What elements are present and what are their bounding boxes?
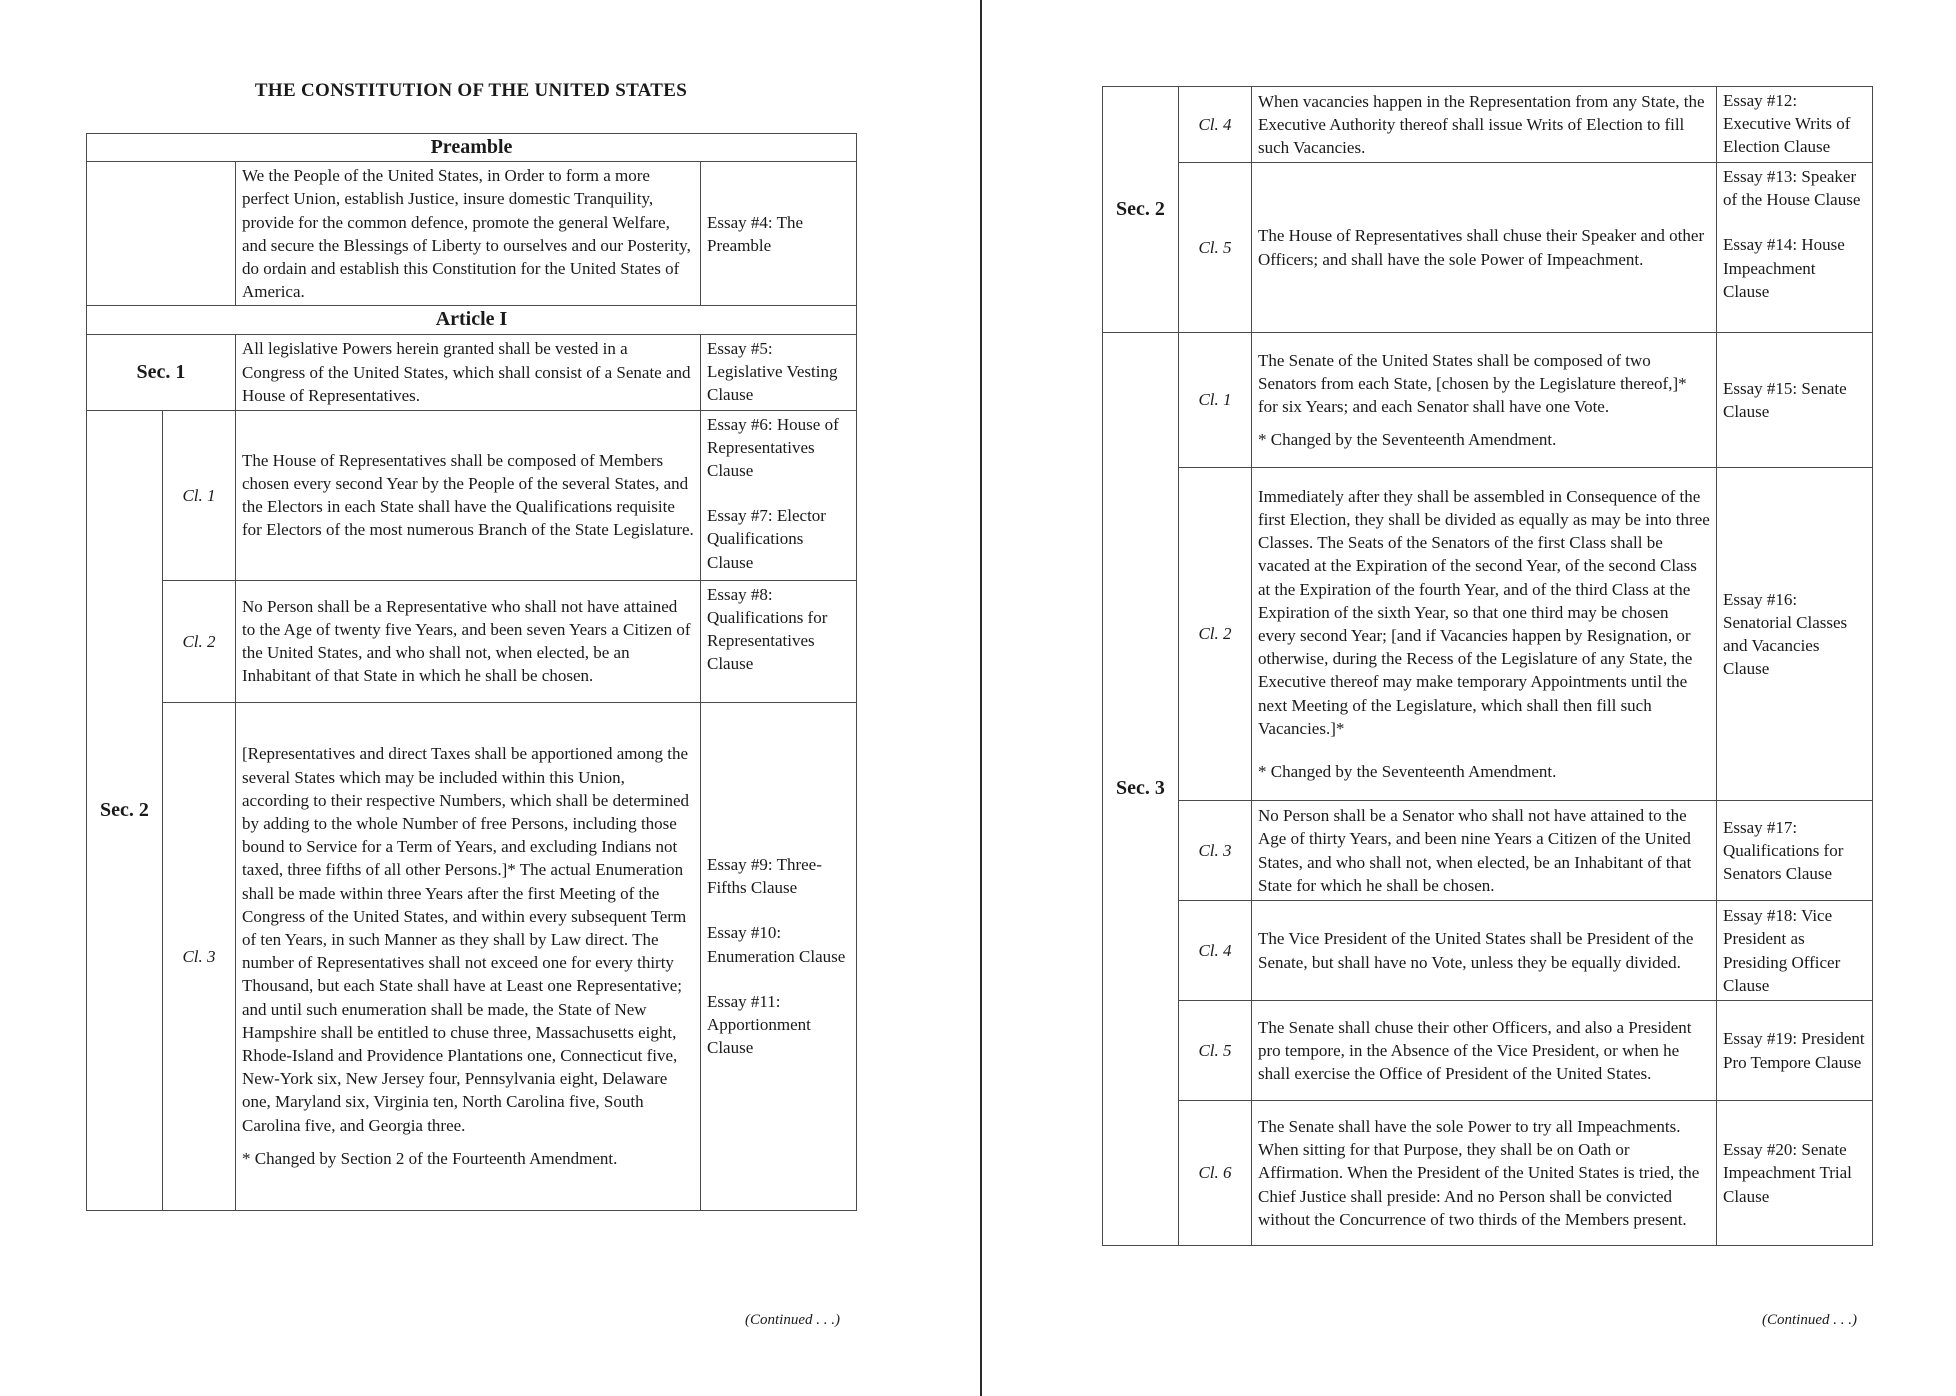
sec-2-cl-5-text: The House of Representatives shall chuse their Speaker and other Officers; and shall have the sole Power of Impeachment. [1252, 163, 1717, 333]
essay-link-20[interactable]: Essay #20: Senate Impeachment Trial Clause [1717, 1101, 1873, 1246]
essay-spacer [1723, 211, 1866, 233]
constitution-table-right [1102, 86, 1873, 1246]
sec-3-cl-3-label: Cl. 3 [1179, 801, 1252, 901]
sec-1-text: All legislative Powers herein granted shall be vested in a Congress of the United States, which shall consist of a Senate and House of Representatives. [236, 334, 701, 410]
sec-2-cl-2-text: No Person shall be a Representative who shall not have attained to the Age of twenty five Years, and been seven Years a Citizen of the United States, and who shall not, when elected, be an Inhabitant of that State in which he shall be chosen. [236, 580, 701, 702]
preamble-heading: Preamble [87, 134, 857, 162]
sec-3-cl-4-label: Cl. 4 [1179, 901, 1252, 1001]
sec2-cl2-row [87, 580, 857, 702]
sec-2-cl-5-essays [1717, 163, 1873, 333]
continued-note-right: (Continued . . .) [1762, 1312, 1857, 1328]
essay-link-4[interactable]: Essay #4: The Preamble [701, 162, 857, 306]
sec-2-cl-1-label: Cl. 1 [163, 410, 236, 580]
sec-3-cl-2-note: * Changed by the Seventeenth Amendment. [1258, 762, 1557, 782]
sec-2-cl-3-text: [Representatives and direct Taxes shall be apportioned among the several States which may be included within this Union, according to their respective Numbers, which shall be determined by adding to the whole Number of free Persons, including those bound to Service for a Term of Years, and excluding Indians not taxed, three fifths of all other Persons.]* The actual Enumeration shall be made within three Years after the first Meeting of the Congress of the United States, and within every subsequent Term of ten Years, in such Manner as they shall by Law direct. The number of Representatives shall not exceed one for every thirty Thousand, but each State shall have at Least one Representative; and until such enumeration shall be made, the State of New Hampshire shall be entitled to chuse three, Massachusetts eight, Rhode-Island and Providence Plantations one, Connecticut five, New-York six, New Jersey four, Pennsylvania eight, Delaware one, Maryland six, Virginia ten, North Carolina five, South Carolina five, and Georgia three. [242, 744, 690, 1135]
sec-2-cl-1-text: The House of Representatives shall be composed of Members chosen every second Year by the People of the several States, and the Electors in each State shall have the Qualifications requisite for Electors of the most numerous Branch of the State Legislature. [236, 410, 701, 580]
article-heading-row [87, 306, 857, 334]
essay-link-15[interactable]: Essay #15: Senate Clause [1717, 333, 1873, 468]
essay-link-7[interactable]: Essay #7: Elector Qualifications Clause [707, 506, 826, 572]
sec-2-cl-4-label: Cl. 4 [1179, 87, 1252, 163]
essay-spacer [707, 899, 850, 921]
sec-3-cl-1-text: The Senate of the United States shall be composed of two Senators from each State, [chosen by the Legislature thereof,]* for six Years; and each Senator shall have one Vote. [1258, 350, 1687, 416]
sec-2-cl-5-label: Cl. 5 [1179, 163, 1252, 333]
essay-link-18[interactable]: Essay #18: Vice President as Presiding Officer Clause [1717, 901, 1873, 1001]
continued-note-left: (Continued . . .) [745, 1312, 840, 1328]
sec-3-cl-1-label: Cl. 1 [1179, 333, 1252, 468]
sec-3-cl-2-cell [1252, 468, 1717, 801]
essay-link-13[interactable]: Essay #13: Speaker of the House Clause [1723, 167, 1861, 210]
preamble-label-cell [87, 162, 236, 306]
sec-2-label: Sec. 2 [87, 410, 163, 1210]
sec2-cl4-row [1103, 87, 1873, 163]
sec-3-cl-1-cell [1252, 333, 1717, 468]
sec-2-continued-label: Sec. 2 [1103, 87, 1179, 333]
essay-link-6[interactable]: Essay #6: House of Representatives Clause [707, 414, 839, 481]
sec-3-cl-3-text: No Person shall be a Senator who shall not have attained to the Age of thirty Years, and been nine Years a Citizen of the United States, and who shall not, when elected, be an Inhabitant of that State for which he shall be chosen. [1252, 801, 1717, 901]
sec-2-cl-3-label: Cl. 3 [163, 702, 236, 1210]
essay-link-12[interactable]: Essay #12: Executive Writs of Election Clause [1717, 87, 1873, 163]
sec3-cl4-row [1103, 901, 1873, 1001]
essay-link-8[interactable]: Essay #8: Qualifications for Representatives Clause [701, 580, 857, 702]
essay-link-10[interactable]: Essay #10: Enumeration Clause [707, 923, 846, 966]
sec-1-label: Sec. 1 [87, 334, 236, 410]
essay-link-9[interactable]: Essay #9: Three-Fifths Clause [707, 854, 822, 898]
sec1-row [87, 334, 857, 410]
sec2-cl3-row [87, 702, 857, 1210]
essay-link-11[interactable]: Essay #11: Apportionment Clause [707, 991, 811, 1058]
constitution-table-left [86, 133, 857, 1211]
sec-2-cl-3-note: * Changed by Section 2 of the Fourteenth Amendment. [242, 1148, 618, 1168]
sec-3-cl-2-text: Immediately after they shall be assembled in Consequence of the first Election, they shall be divided as equally as may be into three Classes. The Seats of the Senators of the first Class shall be vacated at the Expiration of the second Year, of the second Class at the Expiration of the fourth Year, and of the third Class at the Expiration of the sixth Year, so that one third may be chosen every second Year; [and if Vacancies happen by Resignation, or otherwise, during the Recess of the Legislature of any State, the Executive thereof may make temporary Appointments until the next Meeting of the Legislature, which shall then fill such Vacancies.]* [1258, 486, 1710, 738]
essay-link-19[interactable]: Essay #19: President Pro Tempore Clause [1717, 1001, 1873, 1101]
sec-2-cl-4-text: When vacancies happen in the Representation from any State, the Executive Authority thereof shall issue Writs of Election to fill such Vacancies. [1252, 87, 1717, 163]
sec-3-cl-4-text: The Vice President of the United States shall be President of the Senate, but shall have no Vote, unless they be equally divided. [1252, 901, 1717, 1001]
sec-3-cl-1-note: * Changed by the Seventeenth Amendment. [1258, 430, 1557, 450]
sec-3-cl-6-text: The Senate shall have the sole Power to try all Impeachments. When sitting for that Purpose, they shall be on Oath or Affirmation. When the President of the United States is tried, the Chief Justice shall preside: And no Person shall be convicted without the Concurrence of two thirds of the Members present. [1252, 1101, 1717, 1246]
preamble-heading-row [87, 134, 857, 162]
sec-2-cl-1-essays [701, 410, 857, 580]
sec3-cl6-row [1103, 1101, 1873, 1246]
sec3-cl2-row [1103, 468, 1873, 801]
sec-2-cl-3-cell [236, 702, 701, 1210]
sec-3-cl-5-label: Cl. 5 [1179, 1001, 1252, 1101]
sec-2-cl-2-label: Cl. 2 [163, 580, 236, 702]
sec-3-cl-5-text: The Senate shall chuse their other Officers, and also a President pro tempore, in the Absence of the Vice President, or when he shall exercise the Office of President of the United States. [1252, 1001, 1717, 1101]
sec3-cl1-row [1103, 333, 1873, 468]
sec2-cl5-row [1103, 163, 1873, 333]
sec-3-cl-6-label: Cl. 6 [1179, 1101, 1252, 1246]
sec-2-cl-3-essays [701, 702, 857, 1210]
essay-link-16[interactable]: Essay #16: Senatorial Classes and Vacancies Clause [1717, 468, 1873, 801]
article-1-heading: Article I [87, 306, 857, 334]
preamble-row [87, 162, 857, 306]
essay-link-14[interactable]: Essay #14: House Impeachment Clause [1723, 235, 1845, 301]
sec3-cl3-row [1103, 801, 1873, 901]
document-title: THE CONSTITUTION OF THE UNITED STATES [254, 80, 688, 101]
sec-3-cl-2-label: Cl. 2 [1179, 468, 1252, 801]
essay-link-17[interactable]: Essay #17: Qualifications for Senators Clause [1717, 801, 1873, 901]
preamble-text: We the People of the United States, in Order to form a more perfect Union, establish Justice, insure domestic Tranquility, provide for the common defence, promote the general Welfare, and secure the Blessings of Liberty to ourselves and our Posterity, do ordain and establish this Constitution for the United States of America. [236, 162, 701, 306]
sec2-cl1-row [87, 410, 857, 580]
essay-link-5[interactable]: Essay #5: Legislative Vesting Clause [701, 334, 857, 410]
essay-spacer [707, 482, 850, 504]
sec-3-label: Sec. 3 [1103, 333, 1179, 1246]
sec3-cl5-row [1103, 1001, 1873, 1101]
essay-spacer [707, 968, 850, 990]
